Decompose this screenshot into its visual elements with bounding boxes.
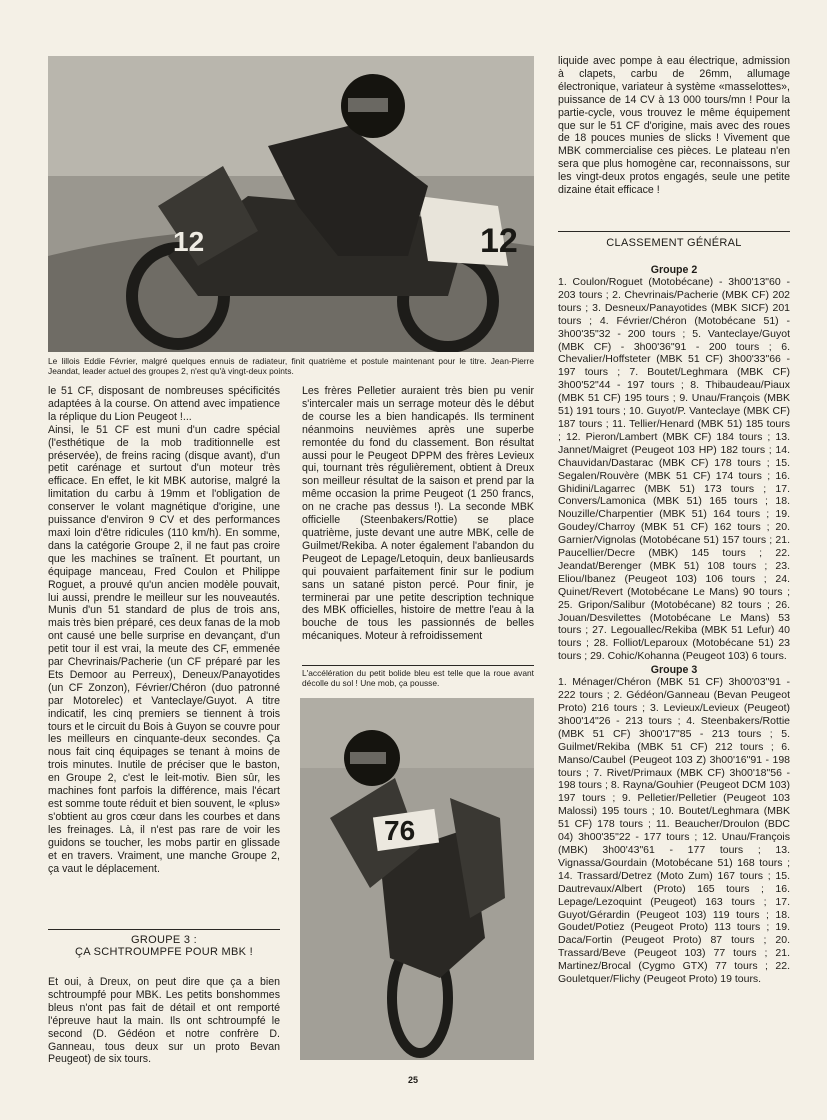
groupe3-intro-text: Et oui, à Dreux, on peut dire que ça a bien schtroumpfé pour MBK. Les petits bonshommes bleus n'ont pas fait de détail et ont remporté l'épreuve haut la main. Ils ont schtroumpfé le second (D. Gédéon et notre confrère D. Ganneau, tous deux sur un proto Bevan Peugeot) de six tours. [48, 976, 280, 1066]
rider-12-illustration [48, 56, 534, 352]
number-plate-front: 12 [173, 226, 205, 257]
results-block [558, 264, 790, 986]
number-plate-76: 76 [384, 815, 416, 846]
number-plate-rear: 12 [480, 222, 518, 260]
photo-rider-76 [300, 698, 534, 1060]
section-divider [48, 929, 280, 930]
section-title-line-2: ÇA SCHTROUMPFE POUR MBK ! [74, 946, 254, 958]
photo2-caption: L'accélération du petit bolide bleu est telle que la roue avant décolle du sol ! Une mob, ça pousse. [302, 668, 534, 689]
classement-divider [558, 231, 790, 232]
group3-heading: Groupe 3 [650, 664, 698, 677]
column-3-text: liquide avec pompe à eau électrique, admission à clapets, carbu de 26mm, allumage électronique, variateur à système «masselottes», puissance de 14 CV à 13 000 tours/mn ! Pour la partie-cycle, vous trouvez le même équipement que sur le 51 CF d'origine, mais avec des roues de 18 pouces munies de slicks ! Vivement que MBK commercialise ces pièces. Le plateau n'en sera que plus homogène car, reconnaissons, sur les vingt-deux protos engagés, seule une petite dizaine était efficace ! [558, 55, 790, 197]
section-title-line-1: GROUPE 3 : [131, 934, 197, 946]
section-title-groupe3 [48, 934, 280, 958]
photo-rider-12 [48, 56, 534, 352]
column-2-text: Les frères Pelletier auraient très bien pu venir s'intercaler mais un serrage moteur dès le début de course les a bien handicapés. Ils terminent néanmoins neuvièmes après une superbe remontée du fond du classement. Bon résultat aussi pour le Peugeot DPPM des frères Levieux qui, tournant très régulièrement, obtient à Dreux son meilleur résultat de la saison et prend par la même occasion la prime Peugeot (1 250 francs, on ne crache pas dessus !). La seconde MBK officielle (Steenbakers/Rottie) se place quatrième, juste devant une autre MBK, celle de Guilmet/Rekiba. A noter également l'abandon du Peugeot de Lepage/Letoquin, deux banlieusards qui pouvaient parfaitement finir sur le podium sans un satané piston percé. Pour finir, je terminerai par une petite description technique des MBK officielles, histoire de mettre l'eau à la bouche de tous les passionnés de belles mécaniques. Moteur à refroidissement [302, 385, 534, 643]
col1-paragraph-1: le 51 CF, disposant de nombreuses spécificités adaptées à la course. On attend avec impatience la réplique du Lion Peugeot !... [48, 385, 280, 423]
col1-paragraph-2: Ainsi, le 51 CF est muni d'un cadre spécial (l'esthétique de la mob traditionnelle est préservée), de freins racing (disque avant), d'un petit carénage et surtout d'un moteur très efficace. En effet, le kit MBK autorise, malgré la limitation du carbu à 19mm et l'obligation de conserver le volant magnétique d'origine, une puissance d'environ 9 CV et des performances maxi loin d'être ridicules (110 km/h). En somme, dans la catégorie Groupe 2, il ne faut pas croire que les machines se traînent. Et pourtant, un équipage manceau, Fred Coulon et Philippe Roguet, a prouvé qu'un ancien modèle pouvait, lui aussi, prendre le meilleur sur les nouveautés. Munis d'un 51 standard de plus de trois ans, mais très bien préparé, ces deux fanas de la mob ont causé une belle surprise en devançant, d'un petit tour il est vrai, la meute des CF, emmenée par Chevrinais/Pacherie (un CF préparé par les Ets Demoor au Perreux), Deneux/Panayotides (un CF Zonzon), Février/Chéron (duo patronné par Motorelec) et Vanteclaye/Guyot. A titre indicatif, les cinq premiers se tiennent à trois tours et le circuit du Bois à Guyon se couvre pour les meilleurs en cinquante-deux secondes. Ça nous fait cinq équipages se tenant à moins de trois minutes. Inutile de préciser que le baston, en Groupe 2, c'est le leit-motiv. Bien sûr, les machines font parfois la différence, mais l'écart est somme toute réduit et bien souvent, le «plus» s'obtient au gros cœur dans les courbes et dans les freinages. Là, il n'est pas rare de voir les guidons se toucher, les mobs partir en glissade et en travers. Vraiment, une manche Groupe 2, ça vaut le déplacement. [48, 423, 281, 875]
column-1-text [48, 385, 280, 875]
page-number: 25 [408, 1075, 419, 1085]
group2-heading: Groupe 2 [650, 264, 698, 276]
caption-divider [302, 665, 534, 666]
classement-title: CLASSEMENT GÉNÉRAL [606, 237, 742, 249]
rider-76-illustration [300, 698, 534, 1060]
group2-results: 1. Coulon/Roguet (Motobécane) - 3h00'13"60 - 203 tours ; 2. Chevrinais/Pacherie (MBK CF) 202 tours ; 3. Desneux/Panayotides (MBK SICF) 201 tours ; 4. Février/Chéron (Motobécane 51) - 3h00'35"32 - 200 tours ; 5. Vanteclaye/Guyot (MBK CF) - 3h00'36"91 - 200 tours ; 6. Chevalier/Hoffsteter (MBK 51 CF) 3h00'33"66 - 197 tours ; 7. Boutet/Leghmara (MBK CF) 3h00'52"44 - 197 tours ; 8. Thibaudeau/Piaux (MBK 51 CF) 195 tours ; 9. Unau/François (MBK 51) 191 tours ; 10. Guyot/P. Vanteclaye (MBK CF) 187 tours ; 11. Tellier/Henard (MBK 51) 185 tours ; 12. Pieron/Lambert (MBK CF) 184 tours ; 13. Jannet/Maigret (Peugeot 103 HP) 182 tours ; 14. Chauvidan/Dastarac (MBK CF) 178 tours ; 15. Segalen/Rouvère (MBK 51 CF) 174 tours ; 16. Ghidini/Lagarrec (MBK 51) 173 tours ; 17. Convers/Lamonica (MBK 51) 165 tours ; 18. Nouzille/Charpentier (MBK 51) 164 tours ; 19. Goudey/Charroy (MBK 51 CF) 162 tours ; 20. Garnier/Vignolas (Motobécane 51) 157 tours ; 21. Paucellier/Decre (MBK) 145 tours ; 22. Jeandat/Berenger (MBK 51) 108 tours ; 23. Eliou/Ibanez (Peugeot 103) 106 tours ; 24. Quinet/Revert (Motobécane Le Mans) 90 tours ; 25. Gripon/Salibur (Motobécane) 82 tours ; 26. Jouan/Desvilettes (Motobécane Le Mans) 53 tours ; 27. Legouallec/Rekiba (MBK 51 Lefur) 40 tours ; 28. Folliot/Leparoux (Motobécane 51) 23 tours ; 29. Cohic/Kohanna (Peugeot 103) 6 tours. [558, 276, 790, 663]
group3-results: 1. Ménager/Chéron (MBK 51 CF) 3h00'03"91 - 222 tours ; 2. Gédéon/Ganneau (Bevan Peugeot Proto) 216 tours ; 3. Levieux/Levieux (Peugeot) 3h00'14"26 - 213 tours ; 4. Steenbakers/Rottie (MBK 51 CF) 3h00'17"85 - 213 tours ; 5. Guilmet/Rekiba (MBK 51 CF) 212 tours ; 6. Manso/Caubel (Peugeot 103 Z) 3h00'16"91 - 198 tours ; 7. Rivet/Primaux (MBK CF) 3h00'18"56 - 198 tours ; 8. Rayna/Gouhier (Peugeot DCM 103) 197 tours ; 9. Pelletier/Pelletier (Peugeot 103 Malossi) 195 tours ; 10. Boutet/Leghmara (MBK 51 CF) 178 tours ; 11. Beaucher/Droulon (BDC 04) 3h00'35"22 - 177 tours ; 12. Unau/François (MBK) 3h00'43"61 - 177 tours ; 13. Vignassa/Gourdain (Motobécane 51) 168 tours ; 14. Trassard/Detrez (Moto Zum) 167 tours ; 15. Dautrevaux/Albert (Proto) 165 tours ; 16. Lepage/Lezoquint (Peugeot) 163 tours ; 17. Guyot/Gérardin (Peugeot 103) 119 tours ; 18. Goudet/Potiez (Peugeot Proto) 113 tours ; 19. Daca/Fortin (Peugeot Proto) 87 tours ; 20. Trassard/Beve (Peugeot 103) 77 tours ; 21. Martinez/Brocal (Cygmo GTX) 77 tours ; 22. Gouletquer/Flichy (Peugeot Proto) 19 tours. [558, 676, 790, 986]
photo1-caption: Le lillois Eddie Février, malgré quelques ennuis de radiateur, finit quatrième et postule maintenant pour le titre. Jean-Pierre Jeandat, leader actuel des groupes 2, n'est qu'à vingt-deux points. [48, 356, 534, 377]
